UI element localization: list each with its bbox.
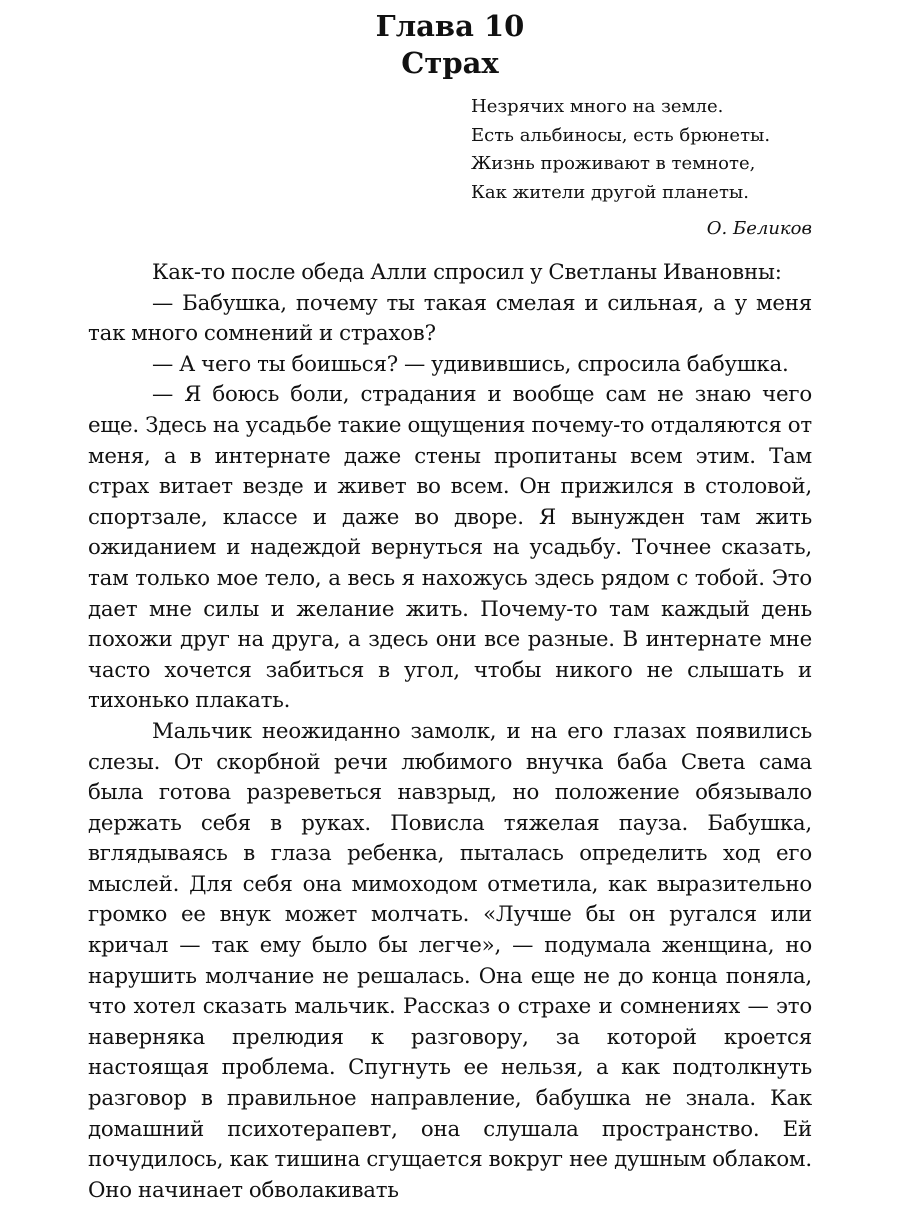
epigraph: [471, 93, 812, 207]
epigraph-line: Как жители другой планеты.: [471, 181, 749, 203]
paragraph: Мальчик неожиданно замолк, и на его глазах появились слезы. От скорбной речи любимого внучка баба Света сама была готова разреветься навзрыд, но положение обязывало держать себя в руках. Повисла тяжелая пауза. Бабушка, вглядываясь в глаза ребенка, пыталась определить ход его мыслей. Для себя она мимоходом отметила, как выразительно громко ее внук может молчать. «Лучше бы он ругался или кричал — так ему было бы легче», — подумала женщина, но нарушить молчание не решалась. Она еще не до конца поняла, что хотел сказать мальчик. Рассказ о страхе и сомнениях — это наверняка прелюдия к разговору, за которой кроется настоящая проблема. Спугнуть ее нельзя, а как подтолкнуть разговор в правильное направление, бабушка не знала. Как домашний психотерапевт, она слушала пространство. Ей почудилось, как тишина сгущается вокруг нее душным облаком. Оно начинает обволакивать: [88, 718, 812, 1203]
paragraph: Как-то после обеда Алли спросил у Светланы Ивановны:: [152, 260, 782, 285]
chapter-body: [88, 258, 812, 1206]
paragraph: — А чего ты боишься? — удивившись, спросила бабушка.: [152, 351, 789, 377]
epigraph-line: Есть альбиносы, есть брюнеты.: [471, 124, 771, 146]
paragraph: — Я боюсь боли, страдания и вообще сам не знаю чего еще. Здесь на усадьбе такие ощущения почему-то отдаляются от меня, а в интернате даже стены пропитаны всем этим. Там страх витает везде и живет во всем. Он прижился в столовой, спортзале, классе и даже во дворе. Я вынужден там жить ожиданием и надеждой вернуться на усадьбу. Точнее сказать, там только мое тело, а весь я нахожусь здесь рядом с тобой. Это дает мне силы и желание жить. Почему-то там каждый день похожи друг на друга, а здесь они все разные. В интернате мне часто хочется забиться в угол, чтобы никого не слышать и тихонько плакать.: [88, 382, 812, 714]
chapter-title: Страх: [401, 46, 499, 80]
chapter-number: Глава 10: [375, 9, 525, 43]
epigraph-line: Незрячих много на земле.: [471, 96, 724, 117]
epigraph-author: О. Беликов: [706, 218, 812, 239]
paragraph: — Бабушка, почему ты такая смелая и сильная, а у меня так много сомнений и страхов?: [88, 290, 812, 347]
epigraph-line: Жизнь проживают в темноте,: [471, 153, 756, 174]
